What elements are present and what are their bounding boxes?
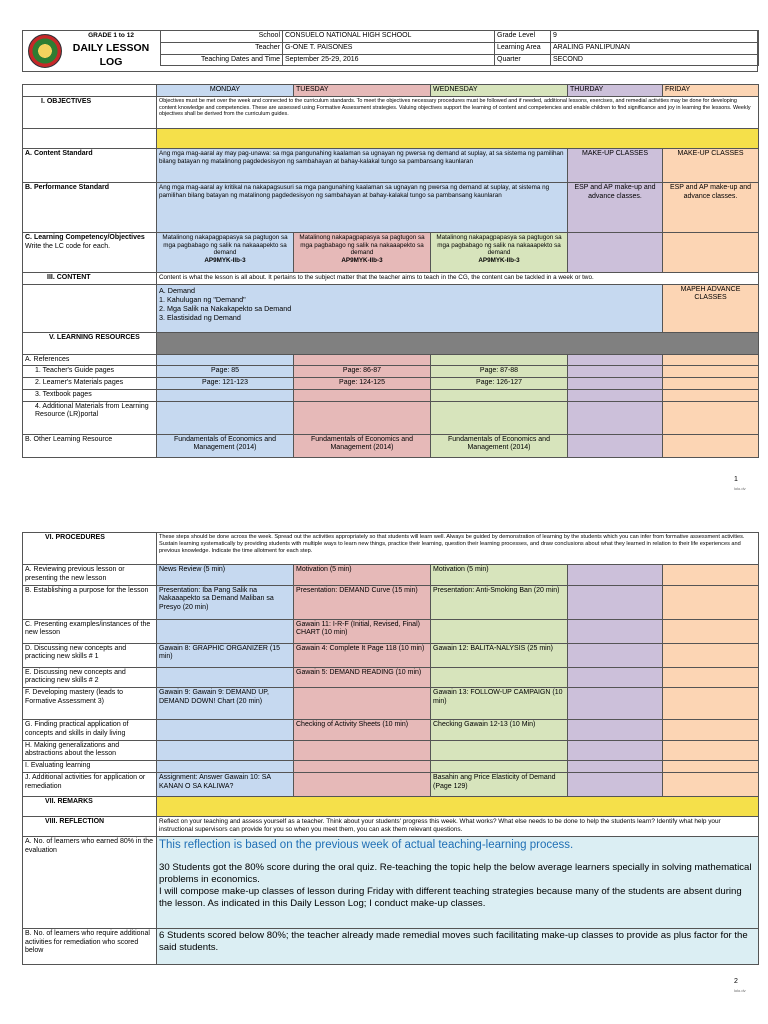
proc-c-wednesday	[431, 619, 568, 643]
day-friday: FRIDAY	[663, 85, 759, 97]
proc-a-wednesday: Motivation (5 min)	[431, 565, 568, 586]
performance-standard-label: B. Performance Standard	[23, 182, 157, 232]
reflection-a-p1: 30 Students got the 80% score during the oral quiz. Re-teaching the topic help the below average learners specially in solving mathematical problems in economics.	[159, 862, 752, 886]
page-number-2: 2	[734, 978, 738, 985]
additional-materials-label: 4. Additional Materials from Learning Resource (LR)portal	[23, 401, 157, 434]
tg-tuesday: Page: 86-87	[294, 366, 431, 378]
proc-c-monday	[157, 619, 294, 643]
reflection-text: Reflect on your teaching and assess yourself as a teacher. Think about your students' progress this week. What works? What else needs to be done to help the students learn? Identify what help your instructional supervisors can provide for you so when you meet them, you can ask them relevant questions.	[157, 816, 759, 836]
proc-label-d: D. Discussing new concepts and practicing new skills # 1	[23, 643, 157, 667]
proc-b-wednesday: Presentation: Anti-Smoking Ban (20 min)	[431, 585, 568, 619]
competency-monday: Matalinong nakapagpapasya sa pagtugon sa mga pagbabago ng salik na nakaaapekto sa demand AP9MYK-IIb-3	[157, 232, 294, 272]
proc-f-tuesday	[294, 688, 431, 720]
proc-d-monday: Gawain 8: GRAPHIC ORGANIZER (15 min)	[157, 643, 294, 667]
competency-sub: Write the LC code for each.	[25, 242, 111, 250]
reflection-a-p2: I will compose make-up classes of lesson during Friday with different teaching strategies because many of the students are absent during the lesson. As indicated in this Daily Lesson Log; I conduct make-up classes.	[159, 886, 742, 910]
header-info-table	[160, 30, 759, 66]
makeup-thursday: MAKE-UP CLASSES	[568, 148, 663, 182]
references-label: A. References	[23, 354, 157, 366]
proc-b-monday: Presentation: Iba Pang Salik na Nakaaapekto sa Demand Maliban sa Presyo (20 min)	[157, 585, 294, 619]
performance-standard-text: Ang mga mag-aaral ay kritikal na nakapagsusuri sa mga pangunahing kaalaman sa ugnayan ng pwersa ng demand at suplay, at sistema ng pamilihan bilang batayan ng matalinong pagdedesisyon ng sambahayan at bahay-kalakal tungo sa pambansang kaunlaran	[157, 182, 568, 232]
day-monday: MONDAY	[157, 85, 294, 97]
content-standard-label: A. Content Standard	[23, 148, 157, 182]
reflection-a-content	[157, 836, 759, 928]
reflection-a-head: This reflection is based on the previous week of actual teaching-learning process.	[159, 838, 574, 851]
proc-f-monday: Gawain 9: Gawain 9: DEMAND UP, DEMAND DOWN! Chart (20 min)	[157, 688, 294, 720]
tg-wednesday: Page: 87-88	[431, 366, 568, 378]
olr-wednesday: Fundamentals of Economics and Management (2014)	[431, 434, 568, 457]
lesson-log-table-page2	[22, 532, 759, 965]
learning-resources-label: V. LEARNING RESOURCES	[23, 332, 157, 354]
proc-g-monday	[157, 720, 294, 741]
makeup-friday: MAKE-UP CLASSES	[663, 148, 759, 182]
proc-a-monday: News Review (5 min)	[157, 565, 294, 586]
esp-thursday: ESP and AP make-up and advance classes.	[568, 182, 663, 232]
competency-label: C. Learning Competency/Objectives	[25, 233, 145, 241]
proc-e-tuesday: Gawain 5: DEMAND READING (10 min)	[294, 667, 431, 688]
lesson-log-table-page1	[22, 84, 759, 458]
remarks-label: VII. REMARKS	[23, 796, 157, 816]
proc-g-tuesday: Checking of Activity Sheets (10 min)	[294, 720, 431, 741]
proc-f-wednesday: Gawain 13: FOLLOW-UP CAMPAIGN (10 min)	[431, 688, 568, 720]
school-seal-icon	[28, 34, 62, 68]
proc-h-tuesday	[294, 740, 431, 761]
proc-d-wednesday: Gawain 12: BALITA-NALYSIS (25 min)	[431, 643, 568, 667]
proc-h-monday	[157, 740, 294, 761]
proc-g-wednesday: Checking Gawain 12-13 (10 Min)	[431, 720, 568, 741]
objectives-label: I. OBJECTIVES	[23, 96, 157, 128]
content-label: III. CONTENT	[23, 272, 157, 284]
reflection-b-text: 6 Students scored below 80%; the teacher already made remedial moves such facilitating make-up classes to provide as plus factor for the said students.	[157, 928, 759, 964]
proc-label-i: I. Evaluating learning	[23, 761, 157, 773]
proc-label-a: A. Reviewing previous lesson or presenting the new lesson	[23, 565, 157, 586]
quarter-label: Quarter	[495, 54, 551, 66]
remarks-cell	[157, 796, 759, 816]
page-number-1: 1	[734, 476, 738, 483]
textbook-label: 3. Textbook pages	[23, 389, 157, 401]
reflection-a-label: A. No. of learners who earned 80% in the evaluation	[23, 836, 157, 928]
olr-monday: Fundamentals of Economics and Management (2014)	[157, 434, 294, 457]
proc-h-wednesday	[431, 740, 568, 761]
content-standard-text: Ang mga mag-aaral ay may pag-unawa: sa mga pangunahing kaalaman sa ugnayan ng pwersa ng demand at suplay, at sa sistema ng pamilihan bilang batayan ng matalinong pagdedesisyon ng sambahayan at bahay-kalakal tungo sa pambansang kaunlaran	[157, 148, 568, 182]
proc-label-b: B. Establishing a purpose for the lesson	[23, 585, 157, 619]
proc-e-wednesday	[431, 667, 568, 688]
proc-j-monday: Assignment: Answer Gawain 10: SA KANAN O SA KALIWA?	[157, 772, 294, 796]
proc-j-wednesday: Basahin ang Price Elasticity of Demand (Page 129)	[431, 772, 568, 796]
grade-value: 9	[551, 31, 759, 43]
proc-a-tuesday: Motivation (5 min)	[294, 565, 431, 586]
lm-tuesday: Page: 124-125	[294, 378, 431, 390]
dll-title-1: DAILY LESSON	[72, 42, 150, 54]
content-items: A. Demand 1. Kahulugan ng "Demand" 2. Mga Salik na Nakakapekto sa Demand 3. Elastisidad ng Demand	[157, 284, 663, 332]
dates-label: Teaching Dates and Time	[161, 54, 283, 66]
proc-label-f: F. Developing mastery (leads to Formative Assessment 3)	[23, 688, 157, 720]
reflection-label: VIII. REFLECTION	[23, 816, 157, 836]
day-thursday: THURDAY	[568, 85, 663, 97]
grade-range: GRADE 1 to 12	[88, 32, 134, 39]
procedures-label: VI. PROCEDURES	[23, 533, 157, 565]
reflection-b-label: B. No. of learners who require additional activities for remediation who scored below	[23, 928, 157, 964]
area-label: Learning Area	[495, 42, 551, 54]
esp-friday: ESP and AP make-up and advance classes.	[663, 182, 759, 232]
learners-materials-label: 2. Learner's Materials pages	[23, 378, 157, 390]
area-value: ARALING PANLIPUNAN	[551, 42, 759, 54]
mapeh-classes: MAPEH ADVANCE CLASSES	[663, 284, 759, 332]
quarter-value: SECOND	[551, 54, 759, 66]
teacher-value: G-ONE T. PAISONES	[283, 42, 495, 54]
olr-tuesday: Fundamentals of Economics and Management (2014)	[294, 434, 431, 457]
proc-label-h: H. Making generalizations and abstractions about the lesson	[23, 740, 157, 761]
competency-tuesday: Matalinong nakapagpapasya sa pagtugon sa mga pagbabago ng salik na nakaaapekto sa demand AP9MYK-IIb-3	[294, 232, 431, 272]
proc-i-wednesday	[431, 761, 568, 773]
proc-d-tuesday: Gawain 4: Complete It Page 118 (10 min)	[294, 643, 431, 667]
day-wednesday: WEDNESDAY	[431, 85, 568, 97]
school-value: CONSUELO NATIONAL HIGH SCHOOL	[283, 31, 495, 43]
lm-monday: Page: 121-123	[157, 378, 294, 390]
competency-wednesday: Matalinong nakapagpapasya sa pagtugon sa mga pagbabago ng salik na nakaaapekto sa demand AP9MYK-IIb-3	[431, 232, 568, 272]
grade-label: Grade Level	[495, 31, 551, 43]
competency-cell	[23, 232, 157, 272]
page-tag-2: lolo.dv	[734, 988, 746, 993]
objectives-text: Objectives must be met over the week and connected to the curriculum standards. To meet the objectives necessary procedures must be followed and if needed, additional lessons, exercises, and remedial activities may be done for developing content knowledge and competencies. These are assessed using Formative Assessment strategies. Valuing objectives support the learning of content and competencies and enable children to find significance and joy in learning the lessons. Weekly objectives shall be derived from the curriculum guides.	[157, 96, 759, 128]
proc-j-tuesday	[294, 772, 431, 796]
school-label: School	[161, 31, 283, 43]
content-intro: Content is what the lesson is all about. It pertains to the subject matter that the teacher aims to teach in the CG, the content can be tackled in a week or two.	[157, 272, 759, 284]
teacher-label: Teacher	[161, 42, 283, 54]
objectives-highlight	[157, 128, 759, 148]
proc-label-c: C. Presenting examples/instances of the new lesson	[23, 619, 157, 643]
proc-label-g: G. Finding practical application of concepts and skills in daily living	[23, 720, 157, 741]
proc-label-e: E. Discussing new concepts and practicing new skills # 2	[23, 667, 157, 688]
proc-e-monday	[157, 667, 294, 688]
proc-i-monday	[157, 761, 294, 773]
proc-b-tuesday: Presentation: DEMAND Curve (15 min)	[294, 585, 431, 619]
dll-title-2: LOG	[99, 56, 123, 68]
lm-wednesday: Page: 126-127	[431, 378, 568, 390]
proc-c-tuesday: Gawain 11: I-R-F (Initial, Revised, Final) CHART (10 min)	[294, 619, 431, 643]
page-tag-1: lolo.dv	[734, 486, 746, 491]
tg-monday: Page: 85	[157, 366, 294, 378]
proc-i-tuesday	[294, 761, 431, 773]
procedures-text: These steps should be done across the week. Spread out the activities appropriately so that students will learn well. Always be guided by demonstration of learning by the students which you can infer from formative assessment activities. Sustain learning systematically by providing students with multiple ways to learn new things, practice their learning, question their learning processes, and draw conclusions about what they learned in relation to their life experiences and previous knowledge. Indicate the time allotment for each step.	[157, 533, 759, 565]
teachers-guide-label: 1. Teacher's Guide pages	[23, 366, 157, 378]
day-tuesday: TUESDAY	[294, 85, 431, 97]
other-resource-label: B. Other Learning Resource	[23, 434, 157, 457]
dates-value: September 25-29, 2016	[283, 54, 495, 66]
proc-label-j: J. Additional activities for application or remediation	[23, 772, 157, 796]
